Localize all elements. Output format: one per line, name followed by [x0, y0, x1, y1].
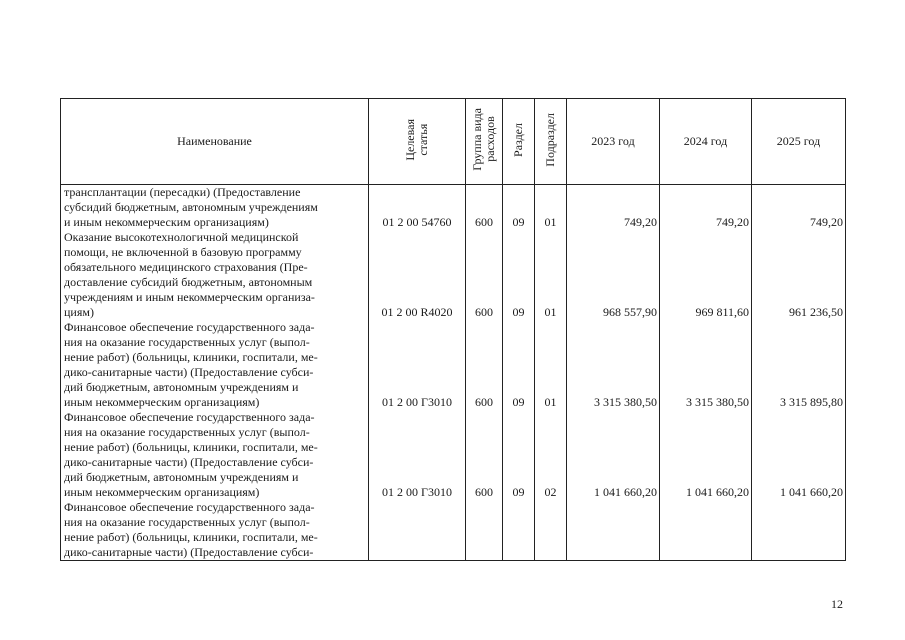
- header-target-article: Целевая статья: [369, 99, 466, 185]
- row-name: Финансовое обеспечение государственного зада- ния на оказание государственных услуг (выпол- нение работ) (больницы, клиники, госпитали, ме- дико-санитарные части) (Предоставление субси-: [61, 500, 369, 561]
- row-subsection: 01: [535, 320, 567, 410]
- header-year-2025: 2025 год: [752, 99, 846, 185]
- row-section: [503, 500, 535, 561]
- row-amount-2023: 968 557,90: [567, 230, 660, 320]
- row-expense-group: 600: [466, 230, 503, 320]
- row-expense-group: [466, 500, 503, 561]
- header-year-2023: 2023 год: [567, 99, 660, 185]
- row-amount-2025: [752, 500, 846, 561]
- row-amount-2023: 1 041 660,20: [567, 410, 660, 500]
- row-name: Финансовое обеспечение государственного зада- ния на оказание государственных услуг (выпол- нение работ) (больницы, клиники, госпитали, ме- дико-санитарные части) (Предоставление субси- дий бюджетным, автономным учреждениям и иным некоммерческим организациям): [61, 410, 369, 500]
- row-amount-2024: 749,20: [660, 185, 752, 231]
- table-row: [61, 500, 846, 561]
- row-section: 09: [503, 320, 535, 410]
- row-expense-group: 600: [466, 410, 503, 500]
- row-amount-2024: 3 315 380,50: [660, 320, 752, 410]
- row-name: Оказание высокотехнологичной медицинской помощи, не включенной в базовую программу обязательного медицинского страхования (Пре- доставление субсидий бюджетным, автономным учреждениям и иным некоммерческим организа- циям): [61, 230, 369, 320]
- row-amount-2024: [660, 500, 752, 561]
- row-amount-2024: 969 811,60: [660, 230, 752, 320]
- row-amount-2025: 749,20: [752, 185, 846, 231]
- header-expense-group: Группа вида расходов: [466, 99, 503, 185]
- row-amount-2023: 3 315 380,50: [567, 320, 660, 410]
- row-amount-2023: 749,20: [567, 185, 660, 231]
- row-subsection: [535, 500, 567, 561]
- row-expense-group: 600: [466, 185, 503, 231]
- header-section: Раздел: [503, 99, 535, 185]
- row-name: трансплантации (пересадки) (Предоставление субсидий бюджетным, автономным учреждениям и иным некоммерческим организациям): [61, 185, 369, 231]
- budget-table: [60, 98, 846, 561]
- row-section: 09: [503, 410, 535, 500]
- row-subsection: 02: [535, 410, 567, 500]
- row-target-article: [369, 500, 466, 561]
- row-section: 09: [503, 230, 535, 320]
- row-amount-2023: [567, 500, 660, 561]
- row-subsection: 01: [535, 230, 567, 320]
- header-name: Наименование: [61, 99, 369, 185]
- row-target-article: 01 2 00 R4020: [369, 230, 466, 320]
- header-subsection: Подраздел: [535, 99, 567, 185]
- row-amount-2025: 1 041 660,20: [752, 410, 846, 500]
- table-row: [61, 230, 846, 320]
- row-subsection: 01: [535, 185, 567, 231]
- row-section: 09: [503, 185, 535, 231]
- table-row: [61, 185, 846, 231]
- row-amount-2024: 1 041 660,20: [660, 410, 752, 500]
- row-name: Финансовое обеспечение государственного зада- ния на оказание государственных услуг (выпол- нение работ) (больницы, клиники, госпитали, ме- дико-санитарные части) (Предоставление субси- дий бюджетным, автономным учреждениям и иным некоммерческим организациям): [61, 320, 369, 410]
- row-target-article: 01 2 00 54760: [369, 185, 466, 231]
- table-row: [61, 410, 846, 500]
- header-row: [61, 99, 846, 185]
- table-row: [61, 320, 846, 410]
- row-amount-2025: 3 315 895,80: [752, 320, 846, 410]
- row-amount-2025: 961 236,50: [752, 230, 846, 320]
- row-expense-group: 600: [466, 320, 503, 410]
- row-target-article: 01 2 00 Г3010: [369, 410, 466, 500]
- page-number: 12: [831, 597, 843, 611]
- row-target-article: 01 2 00 Г3010: [369, 320, 466, 410]
- header-year-2024: 2024 год: [660, 99, 752, 185]
